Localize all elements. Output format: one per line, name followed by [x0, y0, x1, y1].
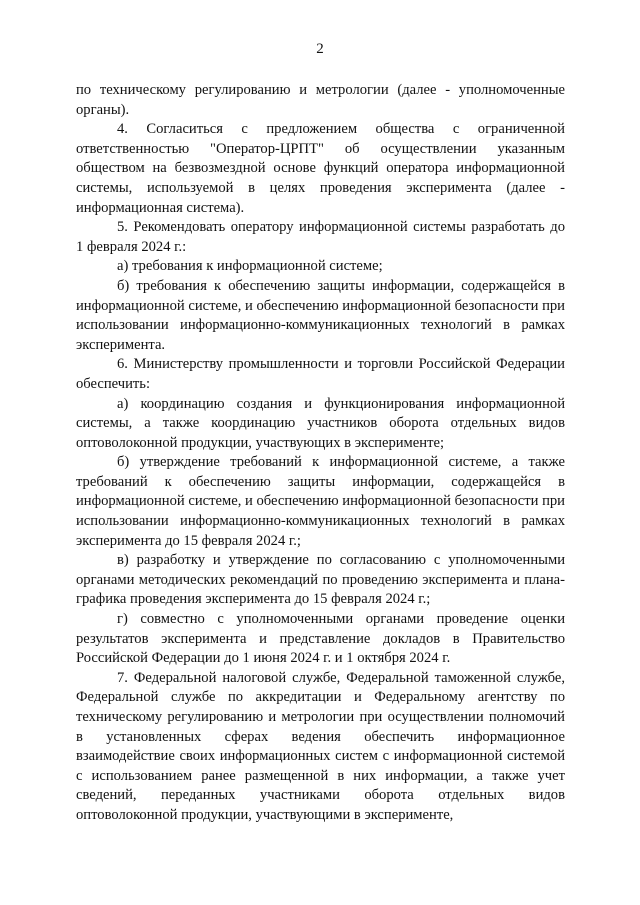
paragraph-item-5a: а) требования к информационной системе;	[117, 258, 383, 275]
paragraph-item-6b: б) утверждение требований к информационной системе, а также требований к обеспечению защиты информации, содержащейся в информационной системе, и обеспечению информационной безопасности при использовании информационно-коммуникационных технологий в рамках эксперимента до 15 февраля 2024 г.;	[76, 454, 565, 549]
paragraph-item-6: 6. Министерству промышленности и торговли Российской Федерации обеспечить:	[76, 356, 565, 392]
paragraph-item-4: 4. Согласиться с предложением общества с ограниченной ответственностью "Оператор-ЦРПТ" об осуществлении указанным обществом на безвозмездной основе функций оператора информационной системы, используемой в целях проведения эксперимента (далее - информационная система).	[76, 121, 565, 216]
paragraph-item-5: 5. Рекомендовать оператору информационной системы разработать до 1 февраля 2024 г.:	[76, 219, 565, 255]
page-number: 2	[316, 41, 324, 57]
paragraph-item-6a: а) координацию создания и функционирования информационной системы, а также координацию участников оборота отдельных видов оптоволоконной продукции, участвующих в эксперименте;	[76, 395, 565, 451]
paragraph-item-7: 7. Федеральной налоговой службе, Федеральной таможенной службе, Федеральной службе по аккредитации и Федеральному агентству по техническому регулированию и метрологии при осуществлении полномочий в установленных сферах ведения обеспечить информационное взаимодействие своих информационных систем с информационной системой с использованием ранее размещенной в них информации, а также учет сведений, переданных участниками оборота отдельных видов оптоволоконной продукции, участвующими в эксперименте,	[76, 669, 565, 823]
document-body	[76, 81, 565, 826]
paragraph-item-6g: г) совместно с уполномоченными органами проведение оценки результатов эксперимента и представление докладов в Правительство Российской Федерации до 1 июня 2024 г. и 1 октября 2024 г.	[76, 611, 565, 667]
paragraph-item-6v: в) разработку и утверждение по согласованию с уполномоченными органами методических рекомендаций по проведению эксперимента и плана-графика проведения эксперимента до 15 февраля 2024 г.;	[76, 552, 565, 608]
paragraph-item-5b: б) требования к обеспечению защиты информации, содержащейся в информационной системе, и обеспечению информационной безопасности при использовании информационно-коммуникационных технологий в рамках эксперимента.	[76, 277, 565, 353]
paragraph-continuation: по техническому регулированию и метрологии (далее - уполномоченные органы).	[76, 82, 565, 118]
